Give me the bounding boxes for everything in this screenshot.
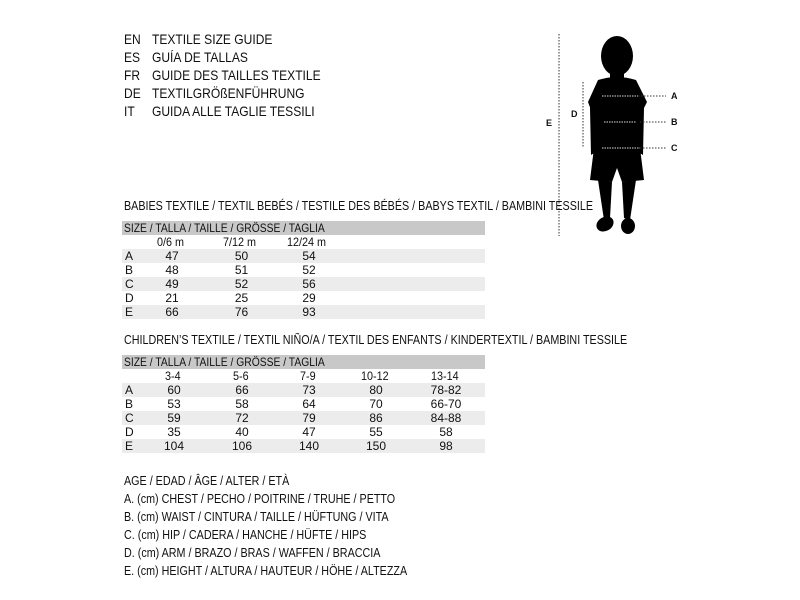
- column-header: 7/12 m: [223, 235, 257, 249]
- table-cell: 21: [165, 291, 179, 305]
- table-cell: 48: [165, 263, 179, 277]
- column-header: 10-12: [360, 369, 389, 383]
- table-row: [122, 439, 485, 453]
- table-cell: 64: [302, 397, 316, 411]
- legend-item-arm: D. (cm) ARM / BRAZO / BRAS / WAFFEN / BRACCIA: [124, 546, 381, 560]
- column-header: 12/24 m: [287, 235, 327, 249]
- table-cell: 53: [167, 397, 181, 411]
- table-cell: 50: [234, 249, 249, 263]
- table-cell: 55: [369, 425, 383, 439]
- table-cell: 86: [369, 411, 383, 425]
- lang-title: GUÍA DE TALLAS: [152, 49, 248, 65]
- table-cell: 59: [167, 411, 181, 425]
- table-cell: 66: [235, 383, 249, 397]
- table-cell: 80: [369, 383, 383, 397]
- table-cell: 35: [167, 425, 181, 439]
- column-header: 3-4: [165, 369, 181, 383]
- size-header-text: SIZE / TALLA / TAILLE / GRÖSSE / TAGLIA: [124, 355, 325, 369]
- table-cell: 70: [369, 397, 383, 411]
- legend-item-chest: A. (cm) CHEST / PECHO / POITRINE / TRUHE / PETTO: [124, 492, 396, 506]
- children-size-table: [122, 369, 485, 453]
- table-cell: 29: [302, 291, 316, 305]
- table-header-row: [122, 235, 485, 249]
- row-label: A: [125, 249, 134, 263]
- table-row: [122, 305, 485, 319]
- table-cell: 78-82: [430, 383, 462, 397]
- row-label: D: [125, 291, 134, 305]
- row-label: A: [125, 383, 134, 397]
- table-cell: 76: [234, 305, 249, 319]
- table-row: [122, 249, 485, 263]
- column-header: 13-14: [430, 369, 459, 383]
- table-cell: 49: [165, 277, 179, 291]
- babies-size-header: [122, 221, 485, 235]
- row-label: B: [125, 263, 134, 277]
- table-cell: 60: [167, 383, 181, 397]
- row-label: C: [125, 411, 134, 425]
- table-cell: 51: [234, 263, 249, 277]
- table-row: [122, 263, 485, 277]
- table-cell: 52: [234, 277, 249, 291]
- table-row: [122, 425, 485, 439]
- legend-item-waist: B. (cm) WAIST / CINTURA / TAILLE / HÜFTUNG / VITA: [124, 510, 389, 524]
- table-row: [122, 383, 485, 397]
- lang-code: ES: [124, 49, 141, 65]
- table-cell: 47: [302, 425, 316, 439]
- measure-label-a: A: [671, 91, 678, 101]
- child-silhouette-icon: [530, 20, 700, 250]
- lang-code: FR: [124, 67, 141, 83]
- lang-code: IT: [124, 103, 135, 119]
- row-label: B: [125, 397, 134, 411]
- legend-item-hip: C. (cm) HIP / CADERA / HANCHE / HÜFTE / HIPS: [124, 528, 367, 542]
- children-section-title: [124, 332, 709, 348]
- children-title-text: CHILDREN’S TEXTILE / TEXTIL NIÑO/A / TEXTIL DES ENFANTS / KINDERTEXTIL / BAMBINI TESSILE: [124, 333, 628, 347]
- table-cell: 93: [302, 305, 316, 319]
- measure-label-d: D: [571, 109, 578, 119]
- column-header: 0/6 m: [156, 235, 184, 249]
- table-cell: 84-88: [430, 411, 462, 425]
- lang-code: EN: [124, 31, 141, 47]
- table-cell: 56: [302, 277, 316, 291]
- column-header: 5-6: [233, 369, 249, 383]
- table-cell: 25: [234, 291, 249, 305]
- row-label: C: [125, 277, 134, 291]
- table-cell: 66-70: [430, 397, 462, 411]
- babies-size-table: [122, 235, 485, 319]
- children-size-header: [122, 355, 485, 369]
- legend-item-height: E. (cm) HEIGHT / ALTURA / HAUTEUR / HÖHE / ALTEZZA: [124, 564, 408, 578]
- table-row: [122, 397, 485, 411]
- measure-label-c: C: [671, 143, 678, 153]
- lang-title: GUIDE DES TAILLES TEXTILE: [152, 67, 321, 83]
- babies-section-title: [124, 198, 669, 214]
- table-cell: 52: [302, 263, 316, 277]
- child-silhouette-figure: [530, 20, 700, 250]
- table-cell: 47: [165, 249, 179, 263]
- column-header: 7-9: [300, 369, 316, 383]
- table-row: [122, 291, 485, 305]
- table-cell: 150: [365, 439, 387, 453]
- measurement-legend: [124, 472, 453, 580]
- table-cell: 54: [302, 249, 316, 263]
- table-row: [122, 411, 485, 425]
- legend-item-age: AGE / EDAD / ÂGE / ALTER / ETÀ: [124, 474, 290, 488]
- table-cell: 66: [165, 305, 179, 319]
- babies-title-text: BABIES TEXTILE / TEXTIL BEBÉS / TESTILE DES BÉBÉS / BABYS TEXTIL / BAMBINI TESSILE: [124, 199, 593, 213]
- size-header-text: SIZE / TALLA / TAILLE / GRÖSSE / TAGLIA: [124, 221, 325, 235]
- lang-title: GUIDA ALLE TAGLIE TESSILI: [152, 103, 315, 119]
- lang-code: DE: [124, 85, 141, 101]
- table-cell: 106: [231, 439, 253, 453]
- table-row: [122, 277, 485, 291]
- table-cell: 40: [235, 425, 249, 439]
- table-cell: 73: [302, 383, 316, 397]
- table-header-row: [122, 369, 485, 383]
- row-label: E: [125, 439, 134, 453]
- table-cell: 140: [298, 439, 320, 453]
- table-cell: 98: [439, 439, 453, 453]
- lang-title: TEXTILE SIZE GUIDE: [152, 31, 273, 47]
- measure-label-e: E: [546, 118, 553, 128]
- table-cell: 72: [235, 411, 249, 425]
- table-cell: 58: [439, 425, 453, 439]
- row-label: D: [125, 425, 134, 439]
- measure-label-b: B: [671, 117, 678, 127]
- table-cell: 58: [235, 397, 249, 411]
- table-cell: 104: [163, 439, 185, 453]
- lang-title: TEXTILGRÖßENFÜHRUNG: [152, 85, 305, 101]
- row-label: E: [125, 305, 134, 319]
- table-cell: 79: [302, 411, 316, 425]
